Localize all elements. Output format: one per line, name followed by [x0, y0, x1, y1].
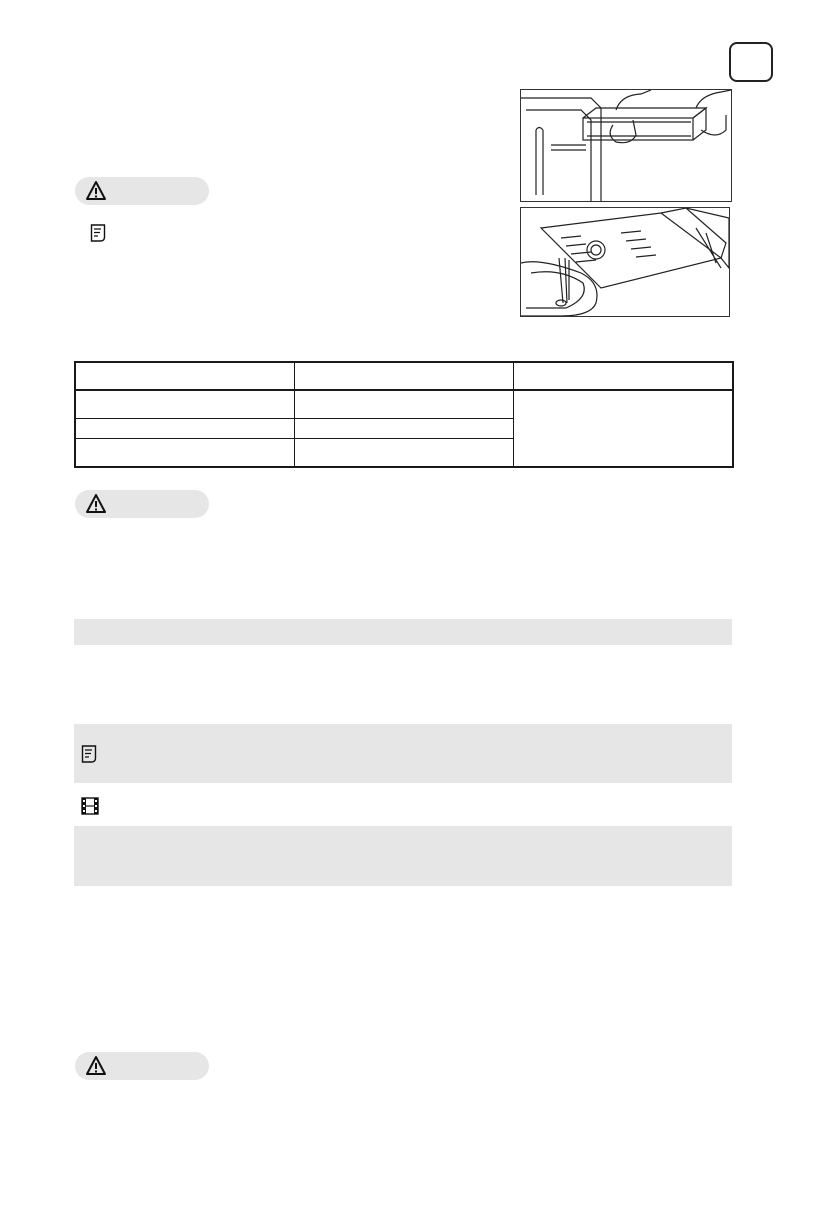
- language-tab: [729, 42, 773, 82]
- caution-label: [75, 1052, 209, 1080]
- table-cell: [294, 362, 513, 390]
- drawer-rinsing-illustration: [520, 207, 730, 317]
- warning-triangle-icon: [85, 1055, 107, 1077]
- note-icon: [90, 224, 106, 247]
- caution-label: [75, 177, 209, 205]
- table-merged-cell: [514, 390, 733, 467]
- table-cell: [294, 419, 513, 438]
- note-box: [74, 724, 732, 783]
- table-header-row: [75, 362, 733, 390]
- film-strip-icon: [81, 797, 99, 820]
- drawer-rinsed-under-tap-illustration: [521, 208, 729, 316]
- specification-table: [74, 361, 734, 468]
- table-row: [75, 390, 733, 419]
- table-cell: [514, 362, 733, 390]
- table-cell: [75, 419, 294, 438]
- table-cell: [75, 390, 294, 419]
- warning-triangle-icon: [85, 180, 107, 202]
- warning-triangle-icon: [85, 493, 107, 515]
- table-cell: [75, 362, 294, 390]
- note-icon: [81, 745, 97, 768]
- table-cell: [294, 438, 513, 467]
- hands-removing-drawer-illustration: [521, 90, 731, 201]
- table-cell: [294, 390, 513, 419]
- table-cell: [75, 438, 294, 467]
- section-heading-bar: [74, 619, 732, 645]
- caution-label: [75, 490, 209, 518]
- drawer-removal-illustration: [520, 89, 732, 202]
- info-box: [74, 826, 732, 886]
